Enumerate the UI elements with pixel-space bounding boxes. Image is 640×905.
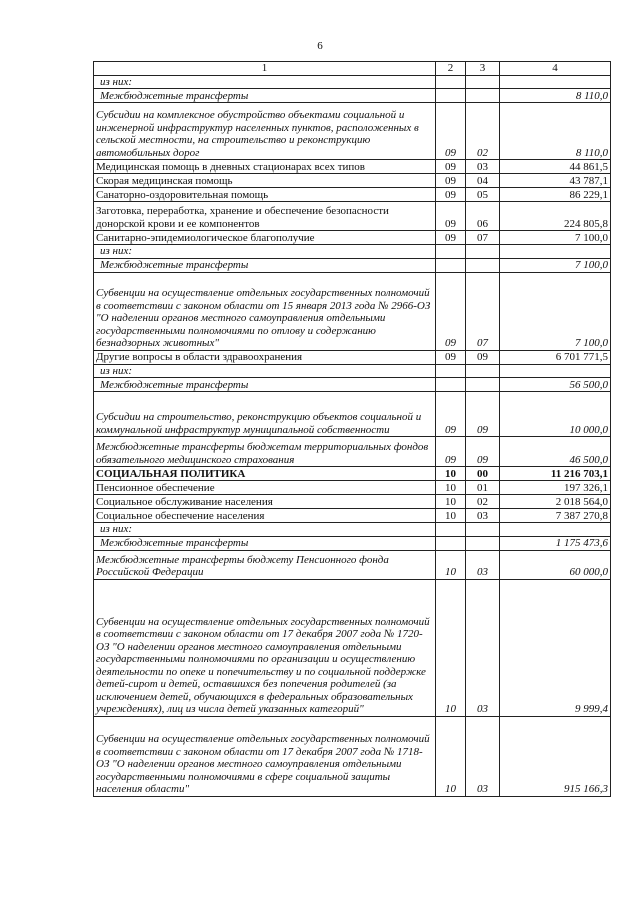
row-section-code: 09 [436, 350, 466, 364]
row-amount: 6 701 771,5 [500, 350, 611, 364]
row-section-code: 09 [436, 160, 466, 174]
row-subsection-code [466, 523, 500, 537]
row-name: из них: [94, 245, 436, 259]
row-name: Субсидии на комплексное обустройство объектами социальной и инженерной инфраструктур населенных пунктов, расположенных в сельской местности, на строительство и реконструкцию автомобильных дорог [94, 103, 436, 160]
row-name: Медицинская помощь в дневных стационарах всех типов [94, 160, 436, 174]
row-amount: 8 110,0 [500, 103, 611, 160]
row-amount [500, 523, 611, 537]
row-section-code [436, 536, 466, 550]
row-name: Межбюджетные трансферты бюджету Пенсионного фонда Российской Федерации [94, 550, 436, 579]
row-section-code: 10 [436, 481, 466, 495]
row-amount: 7 100,0 [500, 272, 611, 350]
row-amount: 46 500,0 [500, 437, 611, 467]
row-name: Межбюджетные трансферты [94, 89, 436, 103]
row-section-code [436, 378, 466, 392]
row-name: из них: [94, 523, 436, 537]
row-subsection-code: 07 [466, 231, 500, 245]
row-section-code [436, 523, 466, 537]
row-section-code: 10 [436, 716, 466, 796]
row-subsection-code [466, 89, 500, 103]
row-subsection-code [466, 378, 500, 392]
row-name: Субвенции на осуществление отдельных государственных полномочий в соответствии с законом области от 17 декабря 2007 года № 1720-ОЗ "О наделении органов местного самоуправления отдельными государственными полномочиями по организации и осуществлению деятельности по опеке и попечительству и по социальной поддержке детей-сирот и детей, оставшихся без попечения родителей (за исключением детей, обучающихся в федеральных образовательных учреждениях), лиц из числа детей указанных категорий" [94, 579, 436, 716]
row-subsection-code: 04 [466, 174, 500, 188]
table-row [94, 89, 611, 103]
row-amount: 2 018 564,0 [500, 495, 611, 509]
row-section-code: 10 [436, 495, 466, 509]
row-section-code: 09 [436, 392, 466, 437]
table-row [94, 509, 611, 523]
header-col-2: 2 [436, 62, 466, 76]
row-subsection-code: 01 [466, 481, 500, 495]
row-subsection-code [466, 245, 500, 259]
table-row [94, 550, 611, 579]
table-row [94, 350, 611, 364]
row-subsection-code [466, 364, 500, 378]
row-section-code [436, 89, 466, 103]
row-section-code [436, 245, 466, 259]
row-subsection-code: 03 [466, 550, 500, 579]
row-amount: 197 326,1 [500, 481, 611, 495]
row-section-code: 09 [436, 437, 466, 467]
row-section-code: 10 [436, 509, 466, 523]
row-subsection-code [466, 75, 500, 89]
row-name: Межбюджетные трансферты бюджетам территориальных фондов обязательного медицинского страхования [94, 437, 436, 467]
row-section-code: 09 [436, 231, 466, 245]
table-row [94, 523, 611, 537]
header-col-3: 3 [466, 62, 500, 76]
row-subsection-code: 07 [466, 272, 500, 350]
row-name: из них: [94, 75, 436, 89]
row-subsection-code: 00 [466, 467, 500, 481]
row-subsection-code: 09 [466, 437, 500, 467]
row-subsection-code: 03 [466, 509, 500, 523]
header-col-4: 4 [500, 62, 611, 76]
row-amount: 7 100,0 [500, 231, 611, 245]
table-row [94, 188, 611, 202]
row-amount: 60 000,0 [500, 550, 611, 579]
row-amount: 915 166,3 [500, 716, 611, 796]
row-section-code [436, 75, 466, 89]
table-row [94, 378, 611, 392]
row-subsection-code: 06 [466, 202, 500, 231]
row-name: Субсидии на строительство, реконструкцию объектов социальной и коммунальной инфраструктур муниципальной собственности [94, 392, 436, 437]
row-section-code: 09 [436, 174, 466, 188]
row-amount: 56 500,0 [500, 378, 611, 392]
row-name: Заготовка, переработка, хранение и обеспечение безопасности донорской крови и ее компонентов [94, 202, 436, 231]
table-row [94, 392, 611, 437]
table-row [94, 579, 611, 716]
row-section-code [436, 258, 466, 272]
row-section-code: 10 [436, 550, 466, 579]
table-row [94, 75, 611, 89]
row-amount: 86 229,1 [500, 188, 611, 202]
row-amount [500, 75, 611, 89]
page-number: 6 [317, 40, 323, 52]
table-row [94, 245, 611, 259]
row-section-code: 09 [436, 188, 466, 202]
table-row [94, 231, 611, 245]
row-subsection-code: 05 [466, 188, 500, 202]
row-amount: 224 805,8 [500, 202, 611, 231]
row-name: Социальное обслуживание населения [94, 495, 436, 509]
row-section-code: 09 [436, 202, 466, 231]
header-col-1: 1 [94, 62, 436, 76]
table-row [94, 364, 611, 378]
row-amount: 9 999,4 [500, 579, 611, 716]
table-row [94, 716, 611, 796]
row-name: Субвенции на осуществление отдельных государственных полномочий в соответствии с законом области от 15 января 2013 года № 2966-ОЗ "О наделении органов местного самоуправления отдельными государственными полномочиями по отлову и содержанию безнадзорных животных" [94, 272, 436, 350]
table-row [94, 536, 611, 550]
table-row [94, 467, 611, 481]
row-amount [500, 245, 611, 259]
table-row [94, 202, 611, 231]
table-row [94, 272, 611, 350]
row-name: Межбюджетные трансферты [94, 536, 436, 550]
row-subsection-code: 09 [466, 350, 500, 364]
row-name: Санаторно-оздоровительная помощь [94, 188, 436, 202]
row-name: Межбюджетные трансферты [94, 258, 436, 272]
table-row [94, 103, 611, 160]
row-subsection-code: 03 [466, 716, 500, 796]
row-name: Пенсионное обеспечение [94, 481, 436, 495]
row-amount: 43 787,1 [500, 174, 611, 188]
table-row [94, 258, 611, 272]
row-name: Другие вопросы в области здравоохранения [94, 350, 436, 364]
row-section-code: 09 [436, 272, 466, 350]
row-amount: 8 110,0 [500, 89, 611, 103]
row-name: Скорая медицинская помощь [94, 174, 436, 188]
row-name: Межбюджетные трансферты [94, 378, 436, 392]
table-row [94, 160, 611, 174]
budget-table [93, 61, 611, 797]
row-subsection-code: 02 [466, 495, 500, 509]
table-row [94, 437, 611, 467]
row-subsection-code: 03 [466, 579, 500, 716]
row-amount: 11 216 703,1 [500, 467, 611, 481]
row-name: СОЦИАЛЬНАЯ ПОЛИТИКА [94, 467, 436, 481]
row-subsection-code: 09 [466, 392, 500, 437]
row-amount: 7 387 270,8 [500, 509, 611, 523]
row-name: из них: [94, 364, 436, 378]
row-subsection-code [466, 536, 500, 550]
row-amount: 1 175 473,6 [500, 536, 611, 550]
row-subsection-code: 02 [466, 103, 500, 160]
row-section-code: 09 [436, 103, 466, 160]
row-name: Социальное обеспечение населения [94, 509, 436, 523]
table-row [94, 495, 611, 509]
table-row [94, 174, 611, 188]
row-amount: 44 861,5 [500, 160, 611, 174]
row-section-code: 10 [436, 579, 466, 716]
row-section-code: 10 [436, 467, 466, 481]
row-amount: 10 000,0 [500, 392, 611, 437]
row-subsection-code: 03 [466, 160, 500, 174]
row-amount: 7 100,0 [500, 258, 611, 272]
row-name: Санитарно-эпидемиологическое благополучие [94, 231, 436, 245]
row-amount [500, 364, 611, 378]
row-subsection-code [466, 258, 500, 272]
row-section-code [436, 364, 466, 378]
table-row [94, 481, 611, 495]
table-header-row [94, 62, 611, 76]
row-name: Субвенции на осуществление отдельных государственных полномочий в соответствии с законом области от 17 декабря 2007 года № 1718-ОЗ "О наделении органов местного самоуправления отдельными государственными полномочиями в сфере социальной защиты населения области" [94, 716, 436, 796]
